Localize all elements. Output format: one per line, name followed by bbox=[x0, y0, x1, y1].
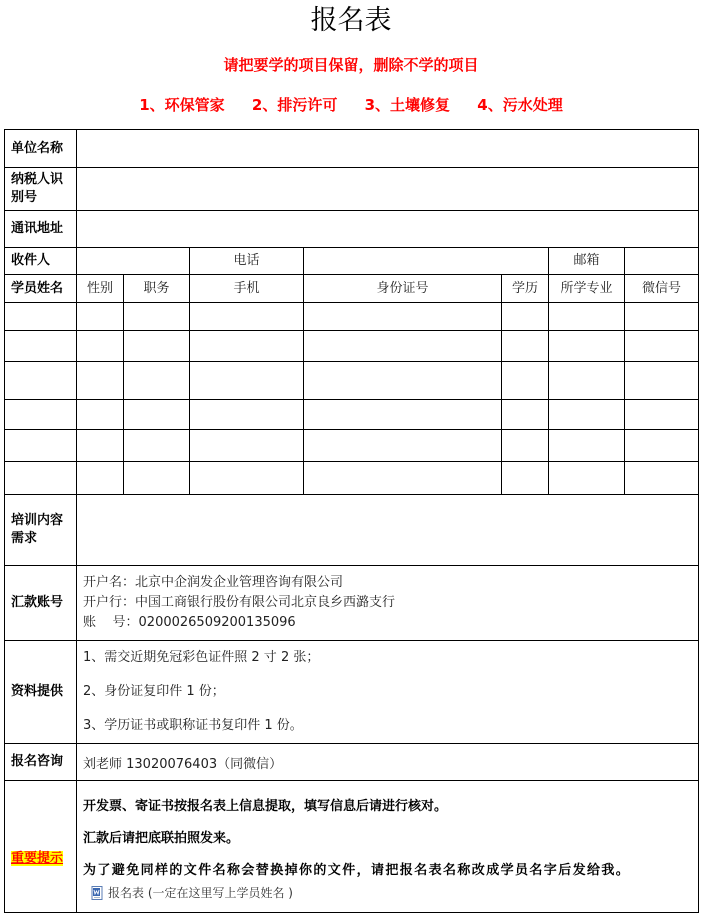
materials-item: 3、学历证书或职称证书复印件 1 份。 bbox=[83, 718, 303, 733]
account-bank: 开户行：中国工商银行股份有限公司北京良乡西潞支行 bbox=[83, 595, 396, 610]
student-row bbox=[5, 400, 699, 430]
column-header-education: 学历 bbox=[502, 275, 549, 303]
materials-list bbox=[77, 641, 699, 744]
student-cell[interactable] bbox=[124, 430, 190, 462]
student-cell[interactable] bbox=[304, 430, 502, 462]
student-row bbox=[5, 430, 699, 462]
notice-label-cell bbox=[5, 781, 77, 913]
email-label: 邮箱 bbox=[549, 248, 625, 275]
account-label: 汇款账号 bbox=[5, 566, 77, 641]
student-cell[interactable] bbox=[549, 400, 625, 430]
student-cell[interactable] bbox=[625, 462, 699, 495]
phone-label: 电话 bbox=[190, 248, 304, 275]
account-number: 账 号：0200026509200135096 bbox=[83, 615, 296, 630]
student-cell[interactable] bbox=[625, 331, 699, 362]
word-document-icon bbox=[91, 886, 104, 900]
student-cell[interactable] bbox=[502, 462, 549, 495]
project-item: 3、土壤修复 bbox=[364, 96, 451, 114]
student-cell[interactable] bbox=[190, 400, 304, 430]
student-cell[interactable] bbox=[124, 400, 190, 430]
student-cell[interactable] bbox=[190, 303, 304, 331]
student-cell[interactable] bbox=[304, 303, 502, 331]
student-cell[interactable] bbox=[625, 400, 699, 430]
student-cell[interactable] bbox=[502, 362, 549, 400]
student-cell[interactable] bbox=[5, 400, 77, 430]
student-cell[interactable] bbox=[5, 430, 77, 462]
student-cell[interactable] bbox=[5, 303, 77, 331]
tax-id-input[interactable] bbox=[77, 168, 699, 211]
materials-item: 2、身份证复印件 1 份； bbox=[83, 684, 225, 699]
address-input[interactable] bbox=[77, 211, 699, 248]
student-cell[interactable] bbox=[190, 362, 304, 400]
project-item: 4、污水处理 bbox=[477, 96, 563, 114]
student-cell[interactable] bbox=[124, 362, 190, 400]
consult-contact: 刘老师 13020076403（同微信） bbox=[77, 744, 699, 781]
student-cell[interactable] bbox=[124, 303, 190, 331]
column-header-position: 职务 bbox=[124, 275, 190, 303]
recipient-label: 收件人 bbox=[5, 248, 77, 275]
student-cell[interactable] bbox=[625, 303, 699, 331]
student-cell[interactable] bbox=[625, 430, 699, 462]
notice-content bbox=[77, 781, 699, 913]
student-cell[interactable] bbox=[549, 331, 625, 362]
column-header-major: 所学专业 bbox=[549, 275, 625, 303]
student-cell[interactable] bbox=[124, 331, 190, 362]
email-input[interactable] bbox=[625, 248, 699, 275]
company-input[interactable] bbox=[77, 130, 699, 168]
file-name-text: 报名表 (一定在这里写上学员姓名 ) bbox=[108, 885, 293, 900]
project-item: 2、排污许可 bbox=[251, 96, 338, 114]
student-cell[interactable] bbox=[304, 462, 502, 495]
training-needs-label: 培训内容需求 bbox=[5, 495, 77, 566]
instruction-text: 请把要学的项目保留，删除不学的项目 bbox=[223, 56, 479, 74]
company-label: 单位名称 bbox=[5, 130, 77, 168]
file-name-example bbox=[91, 883, 692, 903]
page-title: 报名表 bbox=[310, 5, 392, 36]
student-cell[interactable] bbox=[304, 362, 502, 400]
address-label: 通讯地址 bbox=[5, 211, 77, 248]
student-row bbox=[5, 462, 699, 495]
student-cell[interactable] bbox=[77, 400, 124, 430]
notice-line: 开发票、寄证书按报名表上信息提取，填写信息后请进行核对。 bbox=[83, 798, 448, 814]
student-cell[interactable] bbox=[77, 362, 124, 400]
student-cell[interactable] bbox=[502, 400, 549, 430]
student-cell[interactable] bbox=[5, 331, 77, 362]
project-list bbox=[0, 95, 702, 115]
student-cell[interactable] bbox=[190, 430, 304, 462]
student-cell[interactable] bbox=[502, 303, 549, 331]
student-cell[interactable] bbox=[190, 462, 304, 495]
student-cell[interactable] bbox=[5, 362, 77, 400]
student-cell[interactable] bbox=[124, 462, 190, 495]
materials-label: 资料提供 bbox=[5, 641, 77, 744]
column-header-gender: 性别 bbox=[77, 275, 124, 303]
student-cell[interactable] bbox=[549, 303, 625, 331]
notice-line: 为了避免同样的文件名称会替换掉你的文件，请把报名表名称改成学员名字后发给我。 bbox=[83, 862, 631, 878]
recipient-input[interactable] bbox=[77, 248, 190, 275]
student-cell[interactable] bbox=[549, 430, 625, 462]
consult-label: 报名咨询 bbox=[5, 744, 77, 781]
student-cell[interactable] bbox=[5, 462, 77, 495]
student-row bbox=[5, 362, 699, 400]
student-cell[interactable] bbox=[502, 331, 549, 362]
column-header-mobile: 手机 bbox=[190, 275, 304, 303]
account-holder: 开户名：北京中企润发企业管理咨询有限公司 bbox=[83, 575, 344, 590]
student-cell[interactable] bbox=[77, 462, 124, 495]
student-cell[interactable] bbox=[77, 331, 124, 362]
account-info bbox=[77, 566, 699, 641]
materials-item: 1、需交近期免冠彩色证件照 2 寸 2 张； bbox=[83, 650, 320, 665]
project-item: 1、环保管家 bbox=[139, 96, 225, 114]
student-cell[interactable] bbox=[549, 362, 625, 400]
notice-line: 汇款后请把底联拍照发来。 bbox=[83, 830, 240, 846]
student-cell[interactable] bbox=[625, 362, 699, 400]
student-cell[interactable] bbox=[304, 331, 502, 362]
student-cell[interactable] bbox=[77, 303, 124, 331]
student-cell[interactable] bbox=[304, 400, 502, 430]
phone-input[interactable] bbox=[304, 248, 549, 275]
column-header-id-number: 身份证号 bbox=[304, 275, 502, 303]
student-row bbox=[5, 303, 699, 331]
student-cell[interactable] bbox=[549, 462, 625, 495]
training-needs-input[interactable] bbox=[77, 495, 699, 566]
student-cell[interactable] bbox=[190, 331, 304, 362]
notice-label: 重要提示 bbox=[11, 850, 64, 866]
student-cell[interactable] bbox=[502, 430, 549, 462]
column-header-wechat: 微信号 bbox=[625, 275, 699, 303]
column-header-name: 学员姓名 bbox=[5, 275, 77, 303]
tax-id-label: 纳税人识别号 bbox=[5, 168, 77, 211]
registration-form-table bbox=[4, 129, 699, 913]
student-row bbox=[5, 331, 699, 362]
student-cell[interactable] bbox=[77, 430, 124, 462]
